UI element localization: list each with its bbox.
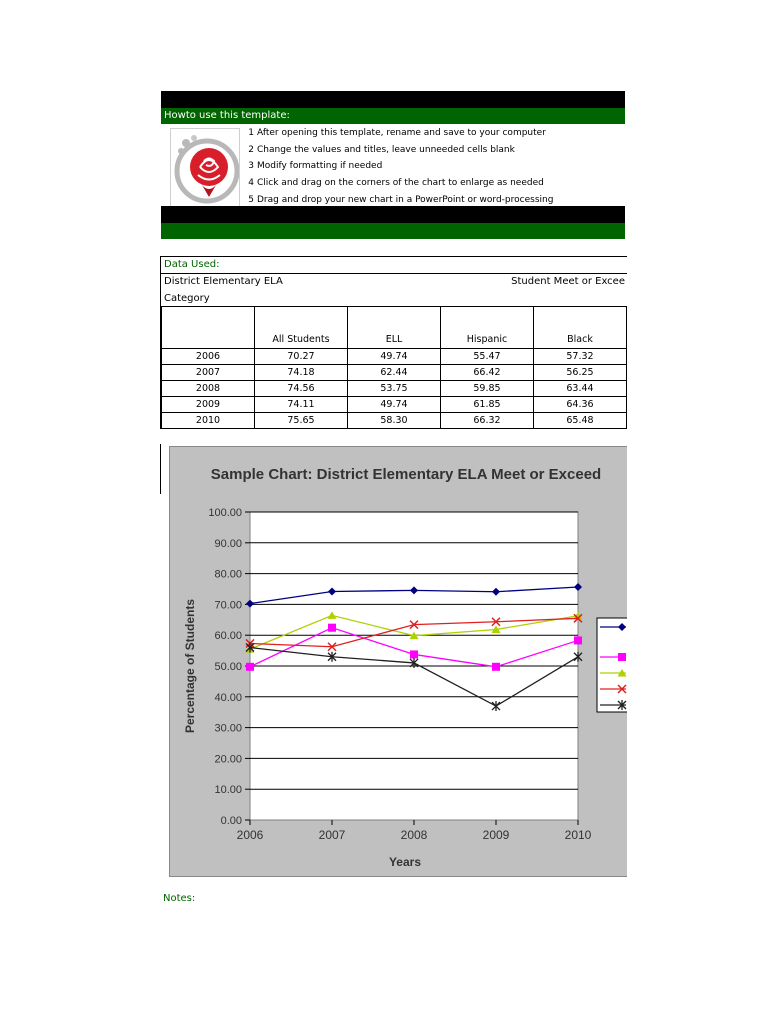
table-cell[interactable]: 58.30 bbox=[348, 413, 441, 429]
table-cell[interactable]: 55.47 bbox=[441, 349, 534, 365]
y-tick-label: 10.00 bbox=[214, 784, 242, 797]
table-cell[interactable]: 74.11 bbox=[255, 397, 348, 413]
table-cell[interactable]: 2007 bbox=[162, 365, 255, 381]
howto-title: Howto use this template: bbox=[164, 110, 290, 121]
table-cell[interactable]: 49.74 bbox=[348, 397, 441, 413]
step-text: After opening this template, rename and save to your computer bbox=[257, 128, 546, 138]
table-cell[interactable]: 61.85 bbox=[441, 397, 534, 413]
x-tick-label: 2009 bbox=[482, 828, 510, 842]
table-cell[interactable]: 59.85 bbox=[441, 381, 534, 397]
y-tick-label: 50.00 bbox=[214, 661, 242, 673]
category-label: Category bbox=[164, 293, 210, 304]
table-cell[interactable]: 75.65 bbox=[255, 413, 348, 429]
table-cell[interactable]: 63.44 bbox=[534, 381, 627, 397]
y-tick-label: 40.00 bbox=[214, 691, 242, 704]
footer-green-bar bbox=[161, 223, 625, 239]
data-used-label: Data Used: bbox=[164, 259, 220, 270]
instructions-list bbox=[242, 125, 622, 209]
instruction-step bbox=[242, 125, 622, 142]
table-cell[interactable]: 74.56 bbox=[255, 381, 348, 397]
district-label: District Elementary ELA bbox=[164, 276, 283, 287]
table-cell[interactable]: 49.74 bbox=[348, 349, 441, 365]
step-number: 1 bbox=[248, 128, 254, 138]
table-cell[interactable]: 66.32 bbox=[441, 413, 534, 429]
chart-area[interactable] bbox=[169, 446, 627, 877]
table-row bbox=[162, 349, 627, 365]
x-tick-label: 2007 bbox=[318, 828, 346, 842]
column-header bbox=[162, 307, 255, 349]
table-row bbox=[162, 413, 627, 429]
measure-label: Student Meet or Excee bbox=[511, 276, 625, 287]
column-header: Hispanic bbox=[441, 307, 534, 349]
table-cell[interactable]: 53.75 bbox=[348, 381, 441, 397]
y-tick-label: 90.00 bbox=[214, 537, 242, 550]
instruction-step bbox=[242, 158, 622, 175]
table-header-row bbox=[162, 307, 627, 349]
table-cell[interactable]: 2006 bbox=[162, 349, 255, 365]
x-tick-label: 2008 bbox=[400, 828, 428, 842]
data-point bbox=[410, 650, 418, 658]
table-cell[interactable]: 56.25 bbox=[534, 365, 627, 381]
x-tick-label: 2010 bbox=[564, 828, 592, 842]
table-cell[interactable]: 65.48 bbox=[534, 413, 627, 429]
table-cell[interactable]: 70.27 bbox=[255, 349, 348, 365]
data-table bbox=[161, 306, 627, 429]
instruction-step bbox=[242, 175, 622, 192]
table-row bbox=[162, 381, 627, 397]
table-cell[interactable]: 74.18 bbox=[255, 365, 348, 381]
column-header: All Students bbox=[255, 307, 348, 349]
step-number: 3 bbox=[248, 161, 254, 172]
data-point bbox=[246, 663, 254, 671]
y-tick-label: 60.00 bbox=[214, 630, 242, 643]
data-point bbox=[328, 624, 336, 632]
table-row bbox=[162, 397, 627, 413]
x-tick-label: 2006 bbox=[236, 828, 264, 842]
chart-title: Sample Chart: District Elementary ELA Meet or Exceed bbox=[210, 466, 602, 483]
rose-logo-icon bbox=[171, 129, 239, 209]
table-cell[interactable]: 2010 bbox=[162, 413, 255, 429]
table-cell[interactable]: 66.42 bbox=[441, 365, 534, 381]
table-cell[interactable]: 64.36 bbox=[534, 397, 627, 413]
logo bbox=[170, 128, 240, 210]
step-number: 2 bbox=[248, 144, 254, 155]
line-chart bbox=[170, 447, 627, 876]
data-section bbox=[160, 256, 627, 429]
chart-anchor-line bbox=[160, 444, 161, 494]
table-cell[interactable]: 62.44 bbox=[348, 365, 441, 381]
table-cell[interactable]: 2008 bbox=[162, 381, 255, 397]
step-number: 4 bbox=[248, 178, 254, 189]
divider bbox=[161, 273, 627, 274]
step-text: Click and drag on the corners of the chart to enlarge as needed bbox=[257, 178, 544, 189]
step-text: Change the values and titles, leave unneeded cells blank bbox=[257, 144, 515, 155]
legend bbox=[597, 618, 627, 712]
data-point bbox=[574, 636, 582, 644]
instruction-step bbox=[242, 142, 622, 159]
y-tick-label: 0.00 bbox=[220, 815, 242, 827]
table-cell[interactable]: 2009 bbox=[162, 397, 255, 413]
y-tick-label: 30.00 bbox=[214, 722, 242, 735]
y-tick-label: 100.00 bbox=[208, 507, 242, 519]
step-number: 5 bbox=[248, 194, 254, 205]
y-tick-label: 70.00 bbox=[214, 599, 242, 612]
step-text: Drag and drop your new chart in a PowerPoint or word-processing bbox=[257, 194, 554, 205]
table-cell[interactable]: 57.32 bbox=[534, 349, 627, 365]
column-header: Black bbox=[534, 307, 627, 349]
y-axis-label: Percentage of Students bbox=[183, 598, 197, 734]
step-text: Modify formatting if needed bbox=[257, 161, 383, 172]
data-point bbox=[492, 663, 500, 671]
header-black-bar bbox=[161, 91, 625, 108]
y-tick-label: 80.00 bbox=[214, 568, 242, 581]
notes-label: Notes: bbox=[163, 893, 196, 904]
x-axis-label: Years bbox=[388, 855, 422, 869]
y-tick-label: 20.00 bbox=[214, 753, 242, 766]
table-row bbox=[162, 365, 627, 381]
column-header: ELL bbox=[348, 307, 441, 349]
legend-marker bbox=[618, 653, 626, 661]
footer-black-bar bbox=[161, 206, 625, 223]
